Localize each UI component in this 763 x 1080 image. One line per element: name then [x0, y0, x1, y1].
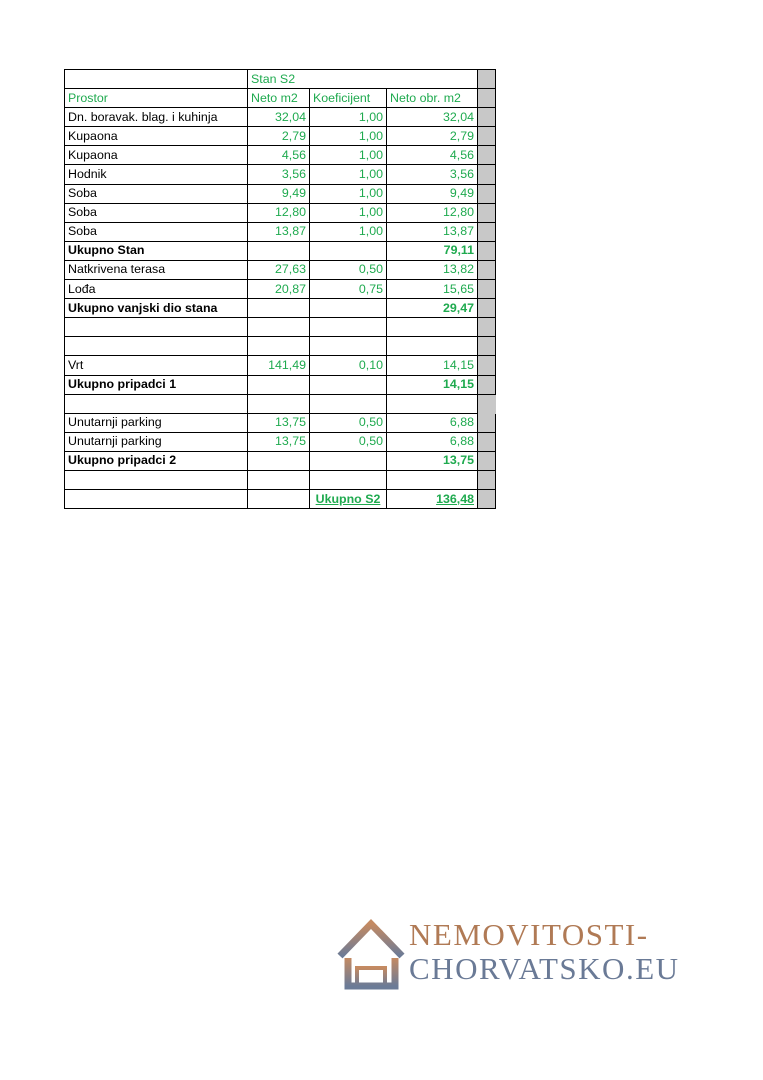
room-koef: 1,00: [310, 203, 387, 222]
room-neto: 4,56: [248, 146, 310, 165]
empty-row: [65, 470, 496, 489]
room-obr: 15,65: [387, 280, 478, 299]
table-row: [65, 280, 496, 299]
table-title: Stan S2: [248, 70, 478, 89]
room-neto: 141,49: [248, 356, 310, 375]
title-row: [65, 70, 496, 89]
room-name: Soba: [65, 184, 248, 203]
room-koef: 1,00: [310, 222, 387, 241]
room-obr: 12,80: [387, 203, 478, 222]
total-stan-value: 79,11: [387, 241, 478, 260]
room-koef: 1,00: [310, 146, 387, 165]
total-row: [65, 299, 496, 318]
total-stan-label: Ukupno Stan: [65, 241, 248, 260]
grand-total-label: Ukupno S2: [310, 490, 387, 509]
logo-line1: NEMOVITOSTI-: [409, 917, 649, 952]
room-name: Kupaona: [65, 127, 248, 146]
total-row: [65, 451, 496, 470]
header-prostor: Prostor: [65, 89, 248, 108]
room-obr: 32,04: [387, 108, 478, 127]
room-neto: 20,87: [248, 280, 310, 299]
empty-row: [65, 337, 496, 356]
table-row: [65, 356, 496, 375]
empty-row: [65, 318, 496, 337]
table-row: [65, 432, 496, 451]
room-neto: 2,79: [248, 127, 310, 146]
table-row: [65, 413, 496, 432]
room-name: Kupaona: [65, 146, 248, 165]
table-row: [65, 165, 496, 184]
total-pripadci1-value: 14,15: [387, 375, 478, 394]
grand-total-row: [65, 490, 496, 509]
room-neto: 32,04: [248, 108, 310, 127]
table-row: [65, 222, 496, 241]
room-name: Unutarnji parking: [65, 413, 248, 432]
room-obr: 6,88: [387, 432, 478, 451]
header-koef: Koeficijent: [310, 89, 387, 108]
room-koef: 1,00: [310, 108, 387, 127]
room-neto: 3,56: [248, 165, 310, 184]
room-obr: 3,56: [387, 165, 478, 184]
table-row: [65, 108, 496, 127]
table-row: [65, 203, 496, 222]
table-row: [65, 184, 496, 203]
total-row: [65, 375, 496, 394]
room-koef: 1,00: [310, 184, 387, 203]
room-koef: 0,50: [310, 260, 387, 279]
header-obr: Neto obr. m2: [387, 89, 478, 108]
total-pripadci2-value: 13,75: [387, 451, 478, 470]
grand-total-value: 136,48: [387, 490, 478, 509]
total-pripadci1-label: Ukupno pripadci 1: [65, 375, 248, 394]
room-obr: 14,15: [387, 356, 478, 375]
room-obr: 6,88: [387, 413, 478, 432]
room-koef: 0,75: [310, 280, 387, 299]
logo-line2: CHORVATSKO.EU: [409, 951, 680, 986]
room-name: Soba: [65, 203, 248, 222]
company-logo: [337, 918, 682, 990]
house-icon: [337, 918, 407, 990]
room-obr: 13,82: [387, 260, 478, 279]
table-row: [65, 127, 496, 146]
room-obr: 2,79: [387, 127, 478, 146]
room-neto: 12,80: [248, 203, 310, 222]
room-name: Lođa: [65, 280, 248, 299]
table-row: [65, 260, 496, 279]
room-obr: 9,49: [387, 184, 478, 203]
room-koef: 1,00: [310, 165, 387, 184]
room-koef: 0,10: [310, 356, 387, 375]
empty-row: [65, 394, 496, 413]
area-table: [64, 69, 496, 509]
room-neto: 13,75: [248, 432, 310, 451]
room-neto: 13,75: [248, 413, 310, 432]
total-pripadci2-label: Ukupno pripadci 2: [65, 451, 248, 470]
header-neto: Neto m2: [248, 89, 310, 108]
table-row: [65, 146, 496, 165]
room-obr: 4,56: [387, 146, 478, 165]
total-outdoor-label: Ukupno vanjski dio stana: [65, 299, 248, 318]
room-koef: 1,00: [310, 127, 387, 146]
room-obr: 13,87: [387, 222, 478, 241]
room-name: Unutarnji parking: [65, 432, 248, 451]
logo-text: [409, 918, 680, 986]
room-name: Dn. boravak. blag. i kuhinja: [65, 108, 248, 127]
room-name: Hodnik: [65, 165, 248, 184]
room-koef: 0,50: [310, 413, 387, 432]
room-neto: 9,49: [248, 184, 310, 203]
room-koef: 0,50: [310, 432, 387, 451]
total-row: [65, 241, 496, 260]
room-neto: 13,87: [248, 222, 310, 241]
header-row: [65, 89, 496, 108]
total-outdoor-value: 29,47: [387, 299, 478, 318]
room-name: Soba: [65, 222, 248, 241]
room-neto: 27,63: [248, 260, 310, 279]
room-name: Vrt: [65, 356, 248, 375]
room-name: Natkrivena terasa: [65, 260, 248, 279]
